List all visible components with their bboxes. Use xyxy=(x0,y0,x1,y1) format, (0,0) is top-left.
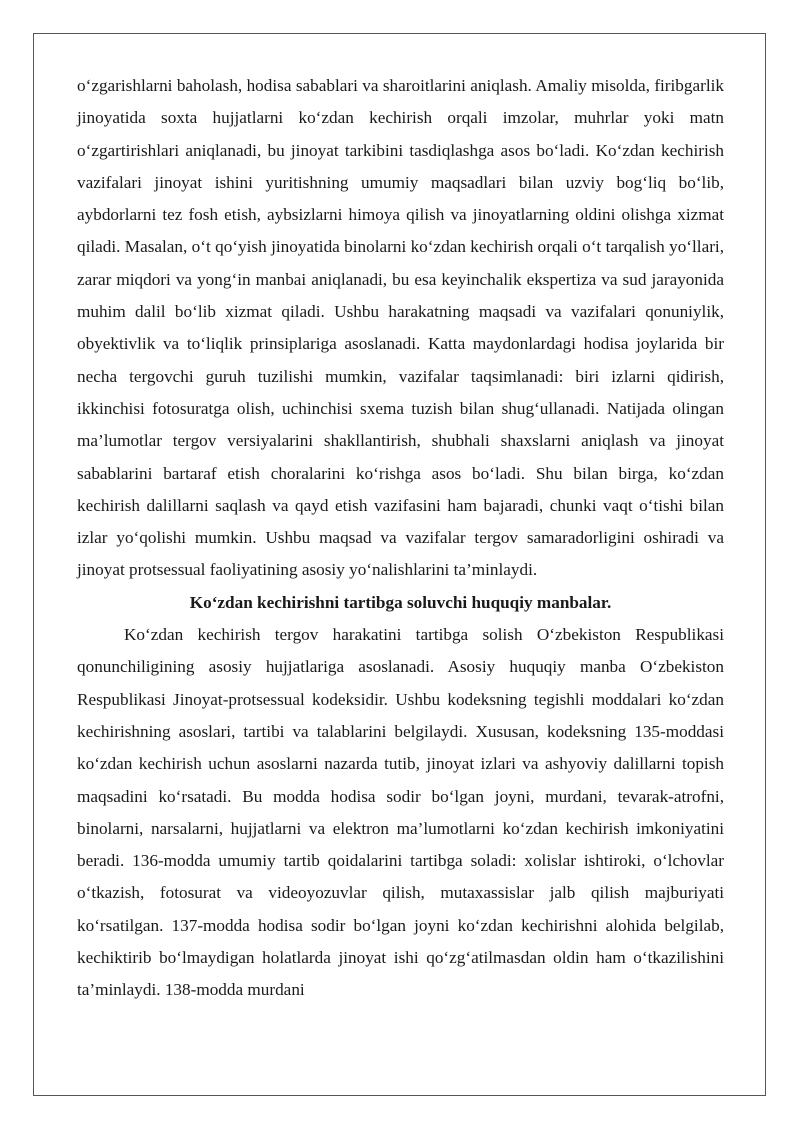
body-paragraph-2: Ko‘zdan kechirish tergov harakatini tartibga solish O‘zbekiston Respublikasi qonunchiligining asosiy hujjatlariga asoslanadi. Asosiy huquqiy manba O‘zbekiston Respublikasi Jinoyat-protsessual kodeksidir. Ushbu kodeksning tegishli moddalari ko‘zdan kechirishning asoslari, tartibi va talablarini belgilaydi. Xususan, kodeksning 135-moddasi ko‘zdan kechirish uchun asoslarni nazarda tutib, jinoyat izlari va ashyoviy dalillarni topish maqsadini ko‘rsatadi. Bu modda hodisa sodir bo‘lgan joyni, murdani, tevarak-atrofni, binolarni, narsalarni, hujjatlarni va elektron ma’lumotlarni ko‘zdan kechirish imkoniyatini beradi. 136-modda umumiy tartib qoidalarini tartibga soladi: xolislar ishtiroki, o‘lchovlar o‘tkazish, fotosurat va videoyozuvlar qilish, mutaxassislar jalb qilish majburiyati ko‘rsatilgan. 137-modda hodisa sodir bo‘lgan joyni ko‘zdan kechirishni alohida belgilab, kechiktirib bo‘lmaydigan holatlarda jinoyat ishi qo‘zg‘atilmasdan oldin ham o‘tkazilishini ta’minlaydi. 138-modda murdani xyxy=(77,625,724,1000)
body-paragraph-1: o‘zgarishlarni baholash, hodisa sabablari va sharoitlarini aniqlash. Amaliy misolda, firibgarlik jinoyatida soxta hujjatlarni ko‘zdan kechirish orqali imzolar, muhrlar yoki matn o‘zgartirishlari aniqlanadi, bu jinoyat tarkibini tasdiqlashga asos bo‘ladi. Ko‘zdan kechirish vazifalari jinoyat ishini yuritishning umumiy maqsadlari bilan uzviy bog‘liq bo‘lib, aybdorlarni tez fosh etish, aybsizlarni himoya qilish va jinoyatlarning oldini olishga xizmat qiladi. Masalan, o‘t qo‘yish jinoyatida binolarni ko‘zdan kechirish orqali o‘t tarqalish yo‘llari, zarar miqdori va yong‘in manbai aniqlanadi, bu esa keyinchalik ekspertiza va sud jarayonida muhim dalil bo‘lib xizmat qiladi. Ushbu harakatning maqsadi va vazifalari qonuniylik, obyektivlik va to‘liqlik prinsiplariga asoslanadi. Katta maydonlardagi hodisa joylarida bir necha tergovchi guruh tuzilishi mumkin, vazifalar taqsimlanadi: biri izlarni qidirish, ikkinchisi fotosuratga olish, uchinchisi sxema tuzish bilan shug‘ullanadi. Natijada olingan ma’lumotlar tergov versiyalarini shakllantirish, shubhali shaxslarni aniqlash va jinoyat sabablarini bartaraf etish choralarini ko‘rishga asos bo‘ladi. Shu bilan birga, ko‘zdan kechirish dalillarni saqlash va qayd etish vazifasini ham bajaradi, chunki vaqt o‘tishi bilan izlar yo‘qolishi mumkin. Ushbu maqsad va vazifalar tergov samaradorligini oshiradi va jinoyat protsessual faoliyatining asosiy yo‘nalishlarini ta’minlaydi. xyxy=(77,76,724,580)
page-content xyxy=(77,70,724,1007)
section-heading: Ko‘zdan kechirishni tartibga soluvchi huquqiy manbalar. xyxy=(189,592,612,612)
